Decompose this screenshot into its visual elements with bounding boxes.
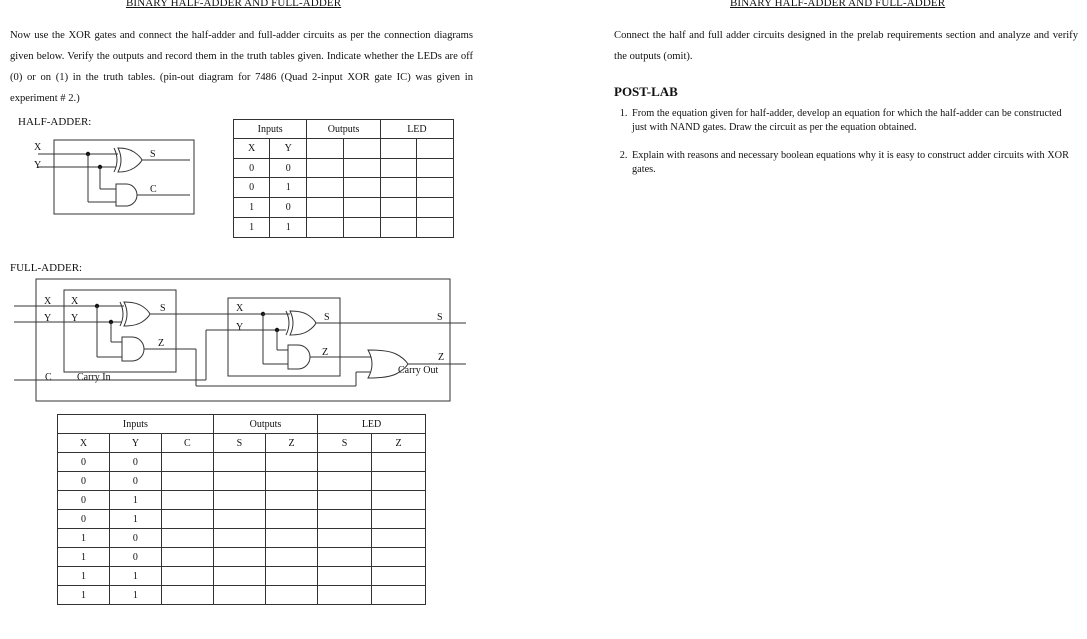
half-adder-circuit-diagram bbox=[30, 134, 200, 218]
xor-gate-icon bbox=[120, 302, 150, 326]
sum-label: S bbox=[150, 149, 156, 160]
table-row: 1 0 bbox=[58, 529, 426, 548]
page-title: BINARY HALF-ADDER AND FULL-ADDER bbox=[126, 0, 342, 9]
column-header-led-s: S bbox=[318, 434, 372, 453]
carry-out-label: Carry Out bbox=[398, 365, 439, 376]
table-row: 1 0 bbox=[234, 198, 454, 218]
y-label: Y bbox=[44, 313, 52, 324]
full-adder-label: FULL-ADDER: bbox=[10, 262, 83, 274]
column-header-y: Y bbox=[109, 434, 161, 453]
instructions-paragraph: Now use the XOR gates and connect the half-adder and full-adder circuits as per the connection diagrams given below. Verify the outputs and record them in the truth tables given. Indicate whether the LEDs are off (0) or on (1) in the truth tables. (pin-out diagram for 7486 (Quad 2-input XOR gate IC) was given in experiment # 2.) bbox=[10, 30, 473, 104]
x-label: X bbox=[34, 142, 42, 153]
carry-in-label: Carry In bbox=[77, 372, 111, 383]
table-row: 1 1 bbox=[58, 586, 426, 605]
and-gate-icon bbox=[122, 337, 144, 361]
postlab-question: 2. Explain with reasons and necessary boolean equations why it is easy to construct adder circuits with XOR gates. bbox=[630, 149, 1076, 176]
y-label: Y bbox=[34, 160, 42, 171]
column-header-c: C bbox=[161, 434, 213, 453]
page-title: BINARY HALF-ADDER AND FULL-ADDER bbox=[730, 0, 946, 9]
xor-gate-icon bbox=[286, 311, 316, 335]
x-label: X bbox=[71, 296, 79, 307]
column-header-led-z: Z bbox=[372, 434, 426, 453]
outputs-header: Outputs bbox=[307, 120, 381, 139]
table-row: 0 0 bbox=[58, 472, 426, 491]
inputs-header: Inputs bbox=[58, 415, 214, 434]
y-label: Y bbox=[236, 322, 244, 333]
outputs-header: Outputs bbox=[213, 415, 317, 434]
and-gate-icon bbox=[116, 184, 137, 206]
table-row: 1 1 bbox=[234, 218, 454, 238]
postlab-question-list bbox=[614, 107, 1076, 191]
table-row: 1 1 bbox=[58, 567, 426, 586]
carry-label: Z bbox=[158, 338, 165, 349]
xor-gate-icon bbox=[114, 148, 142, 172]
half-adder-label: HALF-ADDER: bbox=[18, 116, 92, 128]
column-header-z: Z bbox=[265, 434, 317, 453]
carry-label: Z bbox=[322, 347, 329, 358]
sum-label: S bbox=[160, 303, 166, 314]
table-row: 0 0 bbox=[234, 159, 454, 178]
column-header-x: X bbox=[58, 434, 110, 453]
table-row: 0 1 bbox=[234, 178, 454, 198]
y-label: Y bbox=[71, 313, 79, 324]
inputs-header: Inputs bbox=[234, 120, 307, 139]
table-row: 1 0 bbox=[58, 548, 426, 567]
carry-label: C bbox=[150, 184, 157, 195]
and-gate-icon bbox=[288, 345, 310, 369]
led-header: LED bbox=[380, 120, 453, 139]
prelab-paragraph: Connect the half and full adder circuits designed in the prelab requirements section and analyze and verify the outputs (omit). bbox=[614, 30, 1078, 62]
column-header-s: S bbox=[213, 434, 265, 453]
postlab-heading: POST-LAB bbox=[614, 84, 678, 99]
table-row: 0 1 bbox=[58, 510, 426, 529]
table-row: 0 0 bbox=[58, 453, 426, 472]
sum-out-label: S bbox=[437, 312, 443, 323]
led-header: LED bbox=[318, 415, 426, 434]
column-header-y: Y bbox=[270, 139, 307, 159]
carry-out-z-label: Z bbox=[438, 352, 445, 363]
sum-label: S bbox=[324, 312, 330, 323]
table-row: 0 1 bbox=[58, 491, 426, 510]
full-adder-truth-table bbox=[57, 414, 426, 605]
full-adder-circuit-diagram bbox=[10, 278, 470, 404]
c-label: C bbox=[45, 372, 52, 383]
x-label: X bbox=[236, 303, 244, 314]
postlab-question: 1. From the equation given for half-adder, develop an equation for which the half-adder can be constructed just with NAND gates. Draw the circuit as per the equation obtained. bbox=[630, 107, 1076, 134]
column-header-x: X bbox=[234, 139, 270, 159]
x-label: X bbox=[44, 296, 52, 307]
half-adder-truth-table bbox=[233, 119, 454, 238]
